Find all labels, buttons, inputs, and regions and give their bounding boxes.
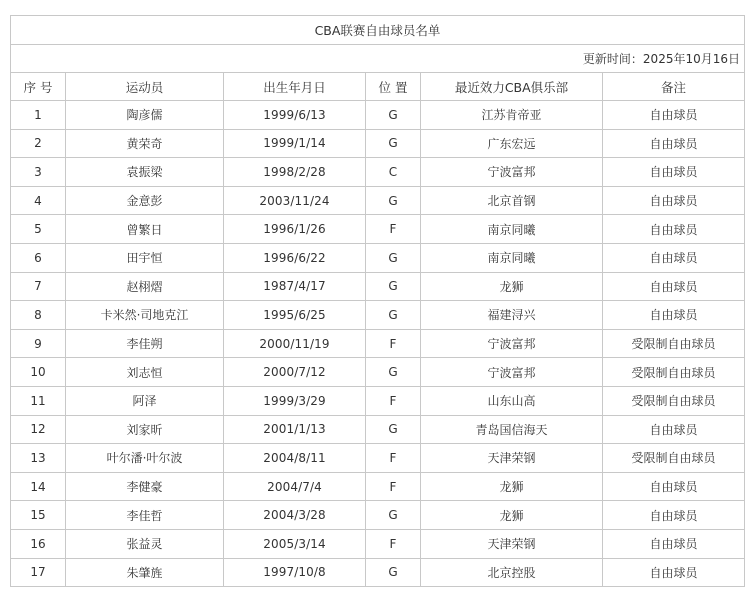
header-birthdate: 出生年月日 xyxy=(224,73,366,101)
table-row xyxy=(11,358,745,387)
row-player-name: 陶彦儒 xyxy=(66,101,224,130)
row-club: 江苏肯帝亚 xyxy=(421,101,603,130)
row-player-name: 田宇恒 xyxy=(66,243,224,272)
row-birthdate: 1999/1/14 xyxy=(224,129,366,158)
table-row xyxy=(11,129,745,158)
row-note: 受限制自由球员 xyxy=(603,329,745,358)
header-row xyxy=(11,73,745,101)
row-club: 北京控股 xyxy=(421,558,603,587)
update-time-value: 2025年10月16日 xyxy=(642,52,741,66)
row-number: 8 xyxy=(11,301,66,330)
table-title: CBA联赛自由球员名单 xyxy=(11,16,745,45)
free-agent-sheet xyxy=(10,15,744,587)
row-birthdate: 1998/2/28 xyxy=(224,158,366,187)
row-player-name: 刘志恒 xyxy=(66,358,224,387)
row-note: 自由球员 xyxy=(603,529,745,558)
row-position: G xyxy=(366,186,421,215)
row-birthdate: 2000/11/19 xyxy=(224,329,366,358)
row-player-name: 李健豪 xyxy=(66,472,224,501)
row-note: 自由球员 xyxy=(603,243,745,272)
row-position: F xyxy=(366,444,421,473)
table-row xyxy=(11,329,745,358)
row-club: 北京首钢 xyxy=(421,186,603,215)
row-club: 福建浔兴 xyxy=(421,301,603,330)
header-note: 备注 xyxy=(603,73,745,101)
table-row xyxy=(11,472,745,501)
table-row xyxy=(11,558,745,587)
row-position: G xyxy=(366,301,421,330)
row-birthdate: 1999/3/29 xyxy=(224,386,366,415)
row-position: G xyxy=(366,272,421,301)
header-position: 位 置 xyxy=(366,73,421,101)
row-player-name: 朱肇旌 xyxy=(66,558,224,587)
row-note: 受限制自由球员 xyxy=(603,358,745,387)
header-player: 运动员 xyxy=(66,73,224,101)
row-birthdate: 1987/4/17 xyxy=(224,272,366,301)
row-position: F xyxy=(366,215,421,244)
row-note: 自由球员 xyxy=(603,101,745,130)
row-club: 广东宏远 xyxy=(421,129,603,158)
row-number: 6 xyxy=(11,243,66,272)
row-note: 自由球员 xyxy=(603,186,745,215)
table-row xyxy=(11,101,745,130)
row-number: 13 xyxy=(11,444,66,473)
row-note: 受限制自由球员 xyxy=(603,444,745,473)
table-row xyxy=(11,529,745,558)
row-club: 宁波富邦 xyxy=(421,158,603,187)
row-note: 自由球员 xyxy=(603,129,745,158)
table-row xyxy=(11,243,745,272)
row-club: 南京同曦 xyxy=(421,215,603,244)
row-club: 龙狮 xyxy=(421,501,603,530)
row-player-name: 曾繁日 xyxy=(66,215,224,244)
table-row xyxy=(11,386,745,415)
row-birthdate: 2001/1/13 xyxy=(224,415,366,444)
row-number: 4 xyxy=(11,186,66,215)
row-number: 12 xyxy=(11,415,66,444)
table-row xyxy=(11,301,745,330)
row-note: 自由球员 xyxy=(603,272,745,301)
title-row xyxy=(11,16,745,45)
table-row xyxy=(11,415,745,444)
row-position: G xyxy=(366,243,421,272)
header-number: 序 号 xyxy=(11,73,66,101)
row-note: 受限制自由球员 xyxy=(603,386,745,415)
update-time-cell xyxy=(11,45,745,73)
row-number: 5 xyxy=(11,215,66,244)
row-club: 天津荣钢 xyxy=(421,529,603,558)
row-birthdate: 2000/7/12 xyxy=(224,358,366,387)
row-number: 15 xyxy=(11,501,66,530)
row-birthdate: 2003/11/24 xyxy=(224,186,366,215)
row-note: 自由球员 xyxy=(603,501,745,530)
row-position: F xyxy=(366,472,421,501)
row-birthdate: 1995/6/25 xyxy=(224,301,366,330)
row-note: 自由球员 xyxy=(603,301,745,330)
row-birthdate: 2004/8/11 xyxy=(224,444,366,473)
row-position: G xyxy=(366,415,421,444)
row-club: 龙狮 xyxy=(421,272,603,301)
row-note: 自由球员 xyxy=(603,215,745,244)
row-number: 14 xyxy=(11,472,66,501)
row-club: 山东山高 xyxy=(421,386,603,415)
row-position: G xyxy=(366,129,421,158)
row-club: 南京同曦 xyxy=(421,243,603,272)
row-player-name: 阿泽 xyxy=(66,386,224,415)
row-number: 2 xyxy=(11,129,66,158)
row-number: 10 xyxy=(11,358,66,387)
row-player-name: 卡米然·司地克江 xyxy=(66,301,224,330)
row-number: 9 xyxy=(11,329,66,358)
row-birthdate: 1996/6/22 xyxy=(224,243,366,272)
header-club: 最近效力CBA俱乐部 xyxy=(421,73,603,101)
row-birthdate: 1996/1/26 xyxy=(224,215,366,244)
row-birthdate: 1999/6/13 xyxy=(224,101,366,130)
row-position: C xyxy=(366,158,421,187)
row-club: 宁波富邦 xyxy=(421,358,603,387)
row-player-name: 刘家昕 xyxy=(66,415,224,444)
free-agent-table xyxy=(10,15,745,587)
row-player-name: 袁振梁 xyxy=(66,158,224,187)
row-birthdate: 2004/7/4 xyxy=(224,472,366,501)
row-player-name: 叶尔潘·叶尔波 xyxy=(66,444,224,473)
row-position: G xyxy=(366,358,421,387)
row-position: G xyxy=(366,558,421,587)
row-player-name: 李佳朔 xyxy=(66,329,224,358)
row-number: 3 xyxy=(11,158,66,187)
update-row xyxy=(11,45,745,73)
row-birthdate: 2005/3/14 xyxy=(224,529,366,558)
row-position: F xyxy=(366,529,421,558)
row-player-name: 黄荣奇 xyxy=(66,129,224,158)
row-note: 自由球员 xyxy=(603,472,745,501)
row-position: G xyxy=(366,101,421,130)
table-row xyxy=(11,215,745,244)
row-player-name: 张益灵 xyxy=(66,529,224,558)
row-player-name: 李佳哲 xyxy=(66,501,224,530)
update-time-label: 更新时间： xyxy=(582,52,643,66)
table-row xyxy=(11,272,745,301)
row-club: 青岛国信海天 xyxy=(421,415,603,444)
table-row xyxy=(11,444,745,473)
row-player-name: 赵栩熠 xyxy=(66,272,224,301)
row-club: 天津荣钢 xyxy=(421,444,603,473)
row-note: 自由球员 xyxy=(603,415,745,444)
row-note: 自由球员 xyxy=(603,558,745,587)
row-number: 7 xyxy=(11,272,66,301)
row-player-name: 金意彭 xyxy=(66,186,224,215)
row-number: 17 xyxy=(11,558,66,587)
row-number: 16 xyxy=(11,529,66,558)
row-note: 自由球员 xyxy=(603,158,745,187)
table-row xyxy=(11,158,745,187)
row-number: 11 xyxy=(11,386,66,415)
table-row xyxy=(11,501,745,530)
row-number: 1 xyxy=(11,101,66,130)
row-birthdate: 1997/10/8 xyxy=(224,558,366,587)
row-birthdate: 2004/3/28 xyxy=(224,501,366,530)
table-row xyxy=(11,186,745,215)
row-club: 龙狮 xyxy=(421,472,603,501)
row-position: F xyxy=(366,386,421,415)
row-position: G xyxy=(366,501,421,530)
row-position: F xyxy=(366,329,421,358)
row-club: 宁波富邦 xyxy=(421,329,603,358)
